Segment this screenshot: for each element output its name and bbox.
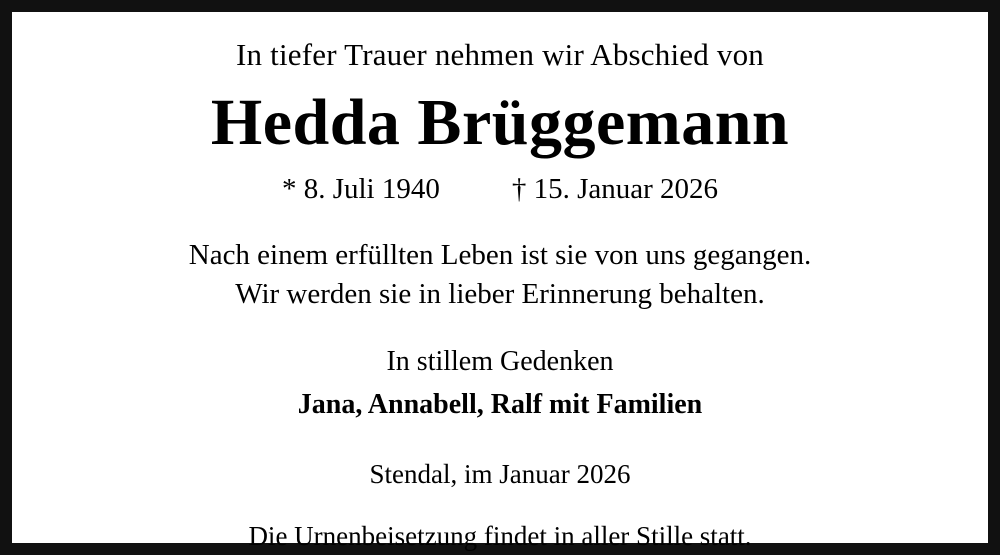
remembrance-text: In stillem Gedenken (386, 345, 614, 377)
intro-text: In tiefer Trauer nehmen wir Abschied von (236, 37, 764, 72)
memorial-verse (189, 236, 812, 313)
death-date: † 15. Januar 2026 (511, 173, 719, 206)
place-and-date: Stendal, im Januar 2026 (369, 458, 631, 489)
memorial-verse-line-2: Wir werden sie in lieber Erinnerung behalten. (235, 277, 765, 310)
deceased-name: Hedda Brüggemann (210, 86, 790, 160)
family-names: Jana, Annabell, Ralf mit Familien (297, 389, 703, 421)
memorial-verse-line-1: Nach einem erfüllten Leben ist sie von uns gegangen. (188, 239, 812, 272)
life-dates (282, 173, 718, 206)
obituary-content (12, 12, 988, 551)
burial-note: Die Urnenbeisetzung findet in aller Stille statt. (248, 520, 752, 551)
birth-date: * 8. Juli 1940 (281, 173, 440, 206)
